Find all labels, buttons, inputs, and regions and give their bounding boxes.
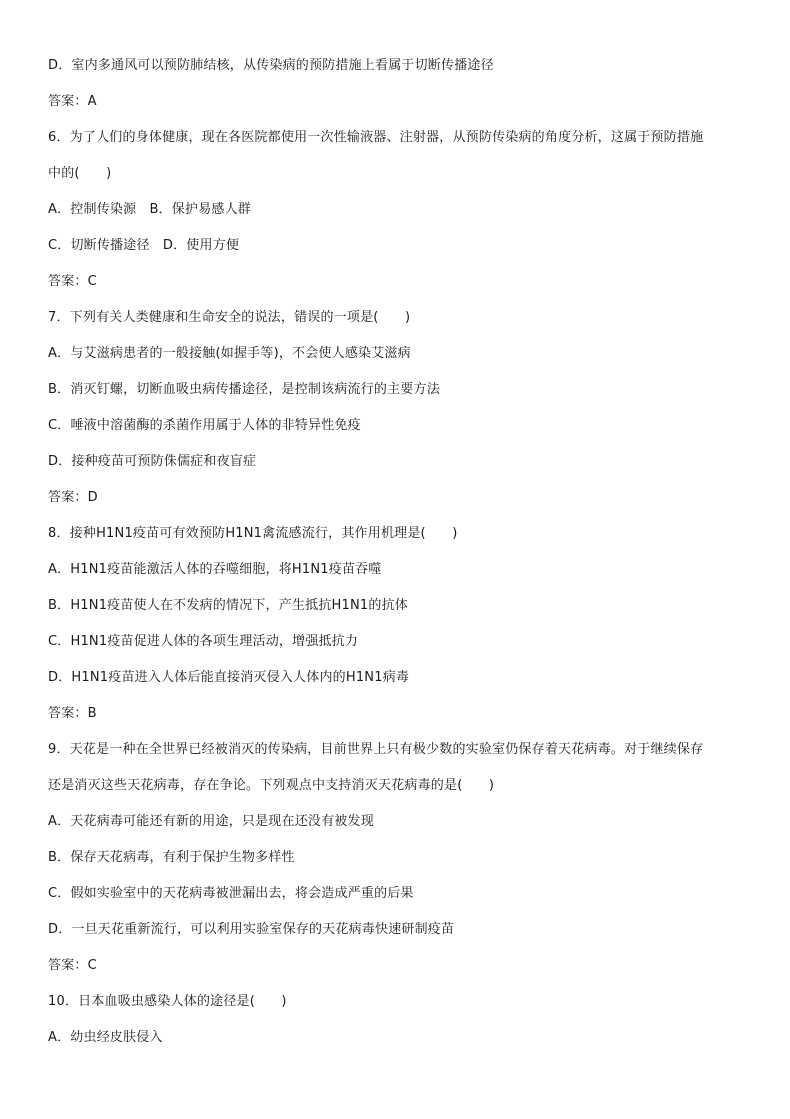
option-9a: A．天花病毒可能还有新的用途，只是现在还没有被发现 <box>48 814 374 829</box>
answer-9: 答案：C <box>48 958 97 973</box>
answer-6: 答案：C <box>48 274 97 289</box>
option-7b: B．消灭钉螺，切断血吸虫病传播途径，是控制该病流行的主要方法 <box>48 382 440 397</box>
option-10a: A．幼虫经皮肤侵入 <box>48 1030 163 1045</box>
option-5d: D．室内多通风可以预防肺结核，从传染病的预防措施上看属于切断传播途径 <box>48 58 494 73</box>
option-8c: C．H1N1疫苗促进人体的各项生理活动，增强抵抗力 <box>48 634 359 649</box>
option-8b: B．H1N1疫苗使人在不发病的情况下，产生抵抗H1N1的抗体 <box>48 598 409 613</box>
question-10: 10．日本血吸虫感染人体的途径是( ) <box>48 994 287 1009</box>
option-9c: C．假如实验室中的天花病毒被泄漏出去，将会造成严重的后果 <box>48 886 414 901</box>
option-7a: A．与艾滋病患者的一般接触(如握手等)，不会使人感染艾滋病 <box>48 346 411 361</box>
option-8d: D．H1N1疫苗进入人体后能直接消灭侵入人体内的H1N1病毒 <box>48 670 410 685</box>
answer-8: 答案：B <box>48 706 97 721</box>
option-7c: C．唾液中溶菌酶的杀菌作用属于人体的非特异性免疫 <box>48 418 361 433</box>
question-8: 8．接种H1N1疫苗可有效预防H1N1禽流感流行，其作用机理是( ) <box>48 526 458 541</box>
option-9d: D．一旦天花重新流行，可以利用实验室保存的天花病毒快速研制疫苗 <box>48 922 455 937</box>
question-9-line-1: 9．天花是一种在全世界已经被消灭的传染病，目前世界上只有极少数的实验室仍保存着天花病毒。对于继续保存 <box>48 742 704 757</box>
answer-7: 答案：D <box>48 490 98 505</box>
question-9-line-2: 还是消灭这些天花病毒，存在争论。下列观点中支持消灭天花病毒的是( ) <box>48 778 495 793</box>
question-7: 7．下列有关人类健康和生命安全的说法，错误的一项是( ) <box>48 310 411 325</box>
question-6-line-2: 中的( ) <box>48 166 112 181</box>
answer-5: 答案：A <box>48 94 97 109</box>
options-6-cd: C．切断传播途径 D．使用方便 <box>48 238 240 253</box>
option-8a: A．H1N1疫苗能激活人体的吞噬细胞，将H1N1疫苗吞噬 <box>48 562 382 577</box>
option-7d: D．接种疫苗可预防侏儒症和夜盲症 <box>48 454 257 469</box>
options-6-ab: A．控制传染源 B．保护易感人群 <box>48 202 252 217</box>
option-9b: B．保存天花病毒，有利于保护生物多样性 <box>48 850 295 865</box>
question-6-line-1: 6．为了人们的身体健康，现在各医院都使用一次性输液器、注射器，从预防传染病的角度分析，这属于预防措施 <box>48 130 704 145</box>
